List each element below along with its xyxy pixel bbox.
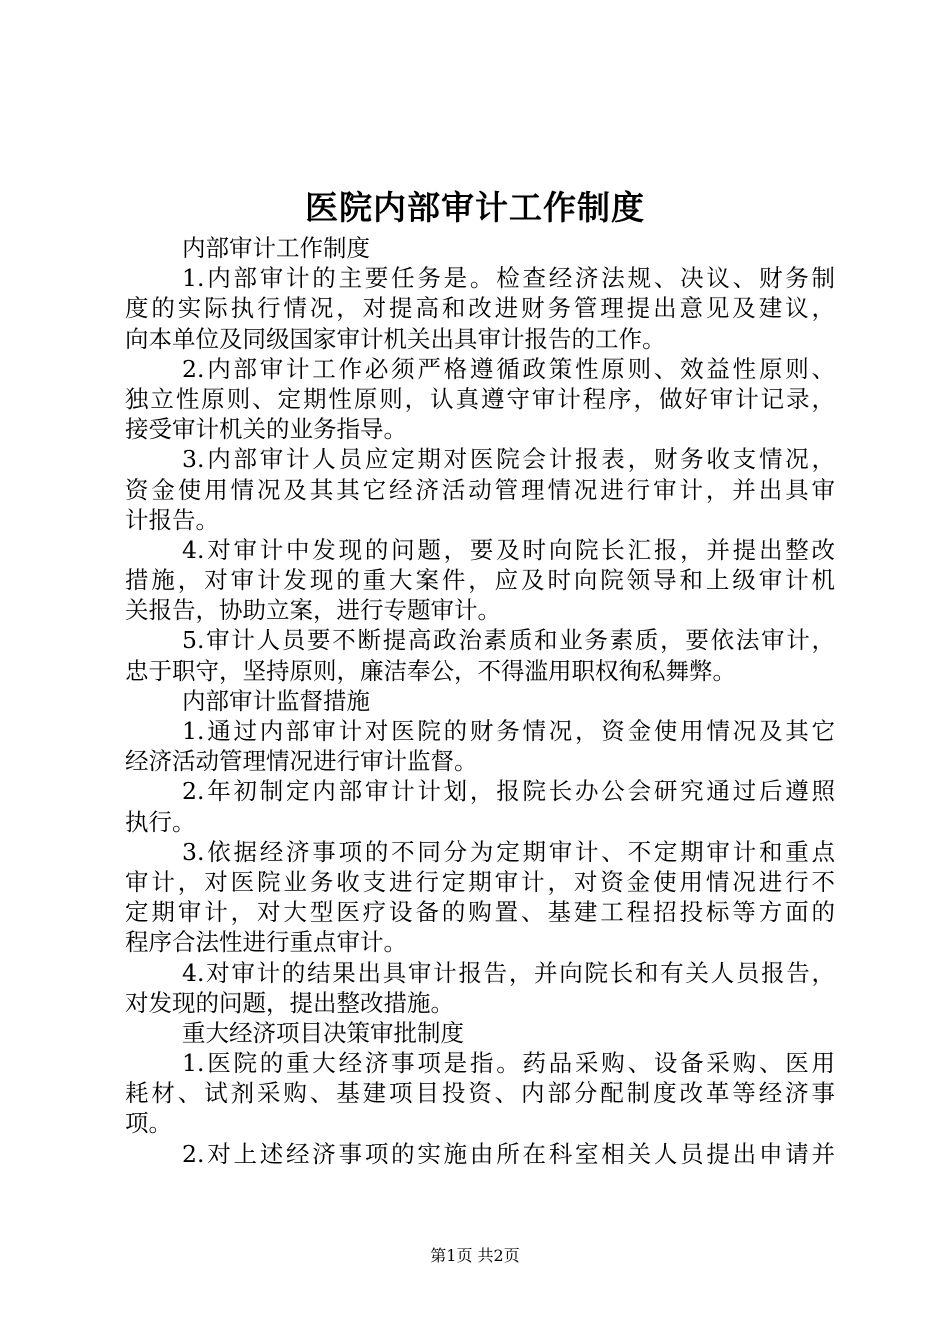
text-line: 对发现的问题，提出整改措施。 <box>125 988 454 1017</box>
text-line: 程序合法性进行重点审计。 <box>125 928 407 957</box>
document-body <box>125 233 835 1169</box>
text-line: 定期审计，对大型医疗设备的购置、基建工程招投标等方面的 <box>125 898 835 927</box>
text-line: 项。 <box>125 1109 172 1138</box>
text-line: 重大经济项目决策审批制度 <box>182 1018 464 1047</box>
text-line: 措施，对审计发现的重大案件，应及时向院领导和上级审计机 <box>125 566 835 595</box>
document-title: 医院内部审计工作制度 <box>305 188 645 227</box>
text-line: 内部审计监督措施 <box>182 686 370 715</box>
text-line: 度的实际执行情况，对提高和改进财务管理提出意见及建议， <box>125 294 835 323</box>
text-line: 内部审计工作制度 <box>182 234 370 262</box>
text-line: 向本单位及同级国家审计机关出具审计报告的工作。 <box>125 324 666 353</box>
text-line: 关报告，协助立案，进行专题审计。 <box>125 596 501 625</box>
text-line: 1.通过内部审计对医院的财务情况，资金使用情况及其它 <box>182 717 835 745</box>
text-line: 独立性原则、定期性原则，认真遵守审计程序，做好审计记录， <box>125 384 835 413</box>
text-line: 接受审计机关的业务指导。 <box>125 415 407 444</box>
text-line: 忠于职守，坚持原则，廉洁奉公，不得滥用职权徇私舞弊。 <box>125 656 736 685</box>
text-line: 2.内部审计工作必须严格遵循政策性原则、效益性原则、 <box>182 354 835 383</box>
text-line: 审计，对医院业务收支进行定期审计，对资金使用情况进行不 <box>125 867 835 896</box>
text-line: 计报告。 <box>125 505 219 534</box>
text-line: 4.对审计的结果出具审计报告，并向院长和有关人员报告， <box>182 958 835 987</box>
text-line: 3.内部审计人员应定期对医院会计报表，财务收支情况， <box>182 445 835 474</box>
page-footer: 第1页 共2页 <box>430 1246 520 1265</box>
text-line: 4.对审计中发现的问题，要及时向院长汇报，并提出整改 <box>182 535 835 564</box>
text-line: 经济活动管理情况进行审计监督。 <box>125 747 478 776</box>
text-line: 耗材、试剂采购、基建项目投资、内部分配制度改革等经济事 <box>125 1079 835 1108</box>
text-line: 2.对上述经济事项的实施由所在科室相关人员提出申请并 <box>182 1139 835 1168</box>
text-line: 资金使用情况及其其它经济活动管理情况进行审计，并出具审 <box>125 475 835 504</box>
text-line: 1.内部审计的主要任务是。检查经济法规、决议、财务制 <box>182 264 835 293</box>
text-line: 5.审计人员要不断提高政治素质和业务素质，要依法审计， <box>182 626 835 655</box>
text-line: 1.医院的重大经济事项是指。药品采购、设备采购、医用 <box>182 1049 835 1078</box>
text-line: 2.年初制定内部审计计划，报院长办公会研究通过后遵照 <box>182 777 835 806</box>
text-line: 执行。 <box>125 807 196 836</box>
text-line: 3.依据经济事项的不同分为定期审计、不定期审计和重点 <box>182 837 835 866</box>
